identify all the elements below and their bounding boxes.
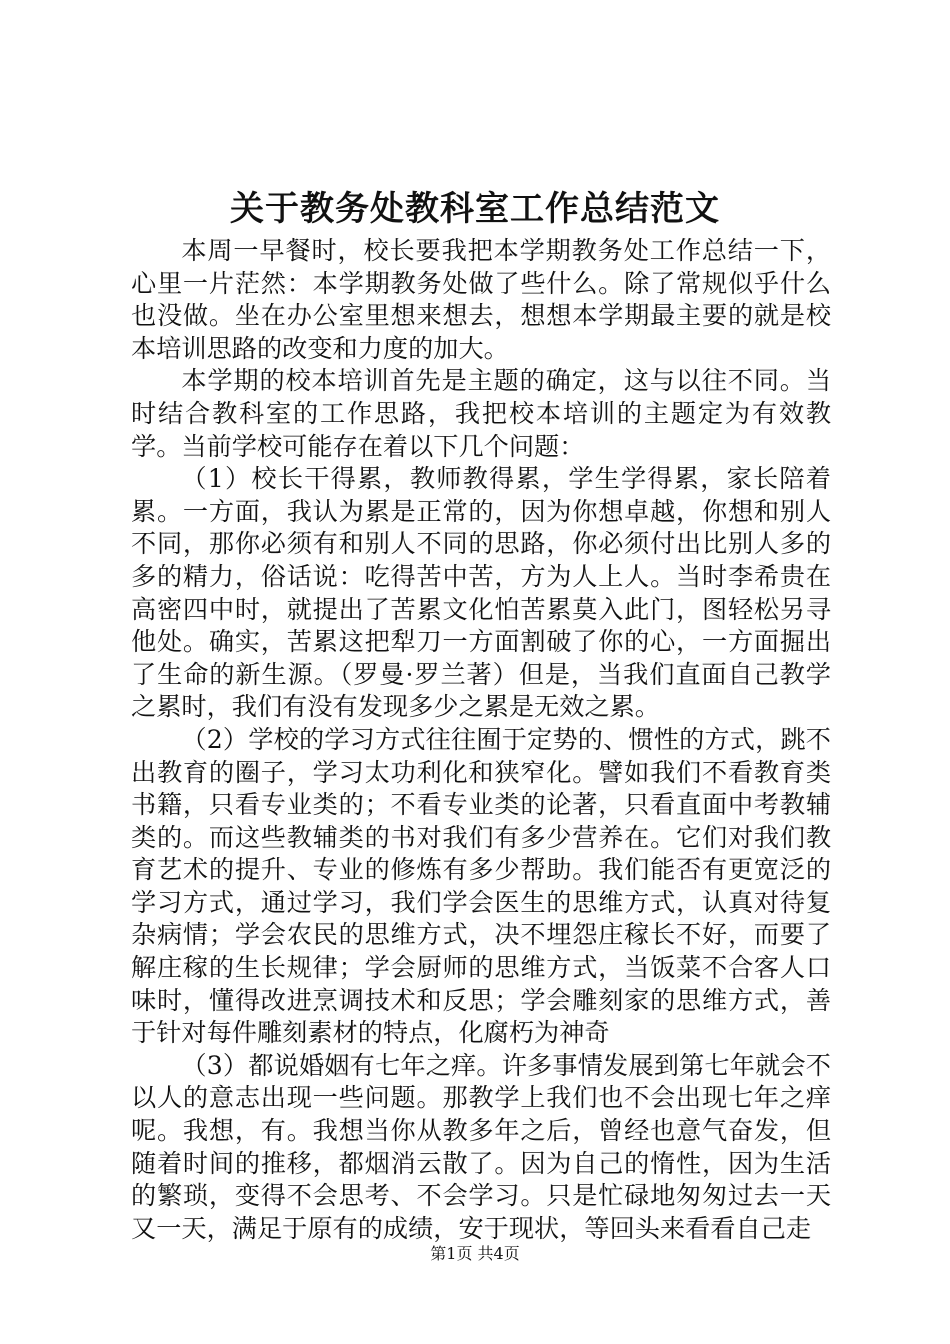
page-footer: 第1页 共4页 (430, 1244, 520, 1263)
paragraph: （1）校长干得累，教师教得累，学生学得累，家长陪着累。一方面，我认为累是正常的，因为你想卓越，你想和别人不同，那你必须有和别人不同的思路，你必须付出比别人多的多的精力，俗话说：吃得苦中苦，方为人上人。当时李希贵在高密四中时，就提出了苦累文化怕苦累莫入此门，图轻松另寻他处。确实，苦累这把犁刀一方面割破了你的心，一方面掘出了生命的新生源。（罗曼·罗兰著）但是，当我们直面自己教学之累时，我们有没有发现多少之累是无效之累。 (131, 464, 831, 722)
paragraph: 本学期的校本培训首先是主题的确定，这与以往不同。当时结合教科室的工作思路，我把校本培训的主题定为有效教学。当前学校可能存在着以下几个问题： (131, 366, 831, 461)
paragraph: （3）都说婚姻有七年之痒。许多事情发展到第七年就会不以人的意志出现一些问题。那教学上我们也不会出现七年之痒呢。我想，有。我想当你从教多年之后，曾经也意气奋发，但随着时间的推移，都烟消云散了。因为自己的惰性，因为生活的繁琐，变得不会思考、不会学习。只是忙碌地匆匆过去一天又一天，满足于原有的成绩，安于现状，等回头来看看自己走 (131, 1050, 831, 1243)
paragraph: （2）学校的学习方式往往囿于定势的、惯性的方式，跳不出教育的圈子，学习太功利化和狭窄化。譬如我们不看教育类书籍，只看专业类的；不看专业类的论著，只看直面中考教辅类的。而这些教辅类的书对我们有多少营养在。它们对我们教育艺术的提升、专业的修炼有多少帮助。我们能否有更宽泛的学习方式，通过学习，我们学会医生的思维方式，认真对待复杂病情；学会农民的思维方式，决不埋怨庄稼长不好，而要了解庄稼的生长规律；学会厨师的思维方式，当饭菜不合客人口味时，懂得改进烹调技术和反思；学会雕刻家的思维方式，善于针对每件雕刻素材的特点，化腐朽为神奇 (131, 724, 831, 1048)
paragraph: 本周一早餐时，校长要我把本学期教务处工作总结一下，心里一片茫然：本学期教务处做了些什么。除了常规似乎什么也没做。坐在办公室里想来想去，想想本学期最主要的就是校本培训思路的改变和力度的加大。 (131, 236, 831, 363)
document-body (131, 235, 831, 1245)
document-title: 关于教务处教科室工作总结范文 (230, 189, 720, 229)
